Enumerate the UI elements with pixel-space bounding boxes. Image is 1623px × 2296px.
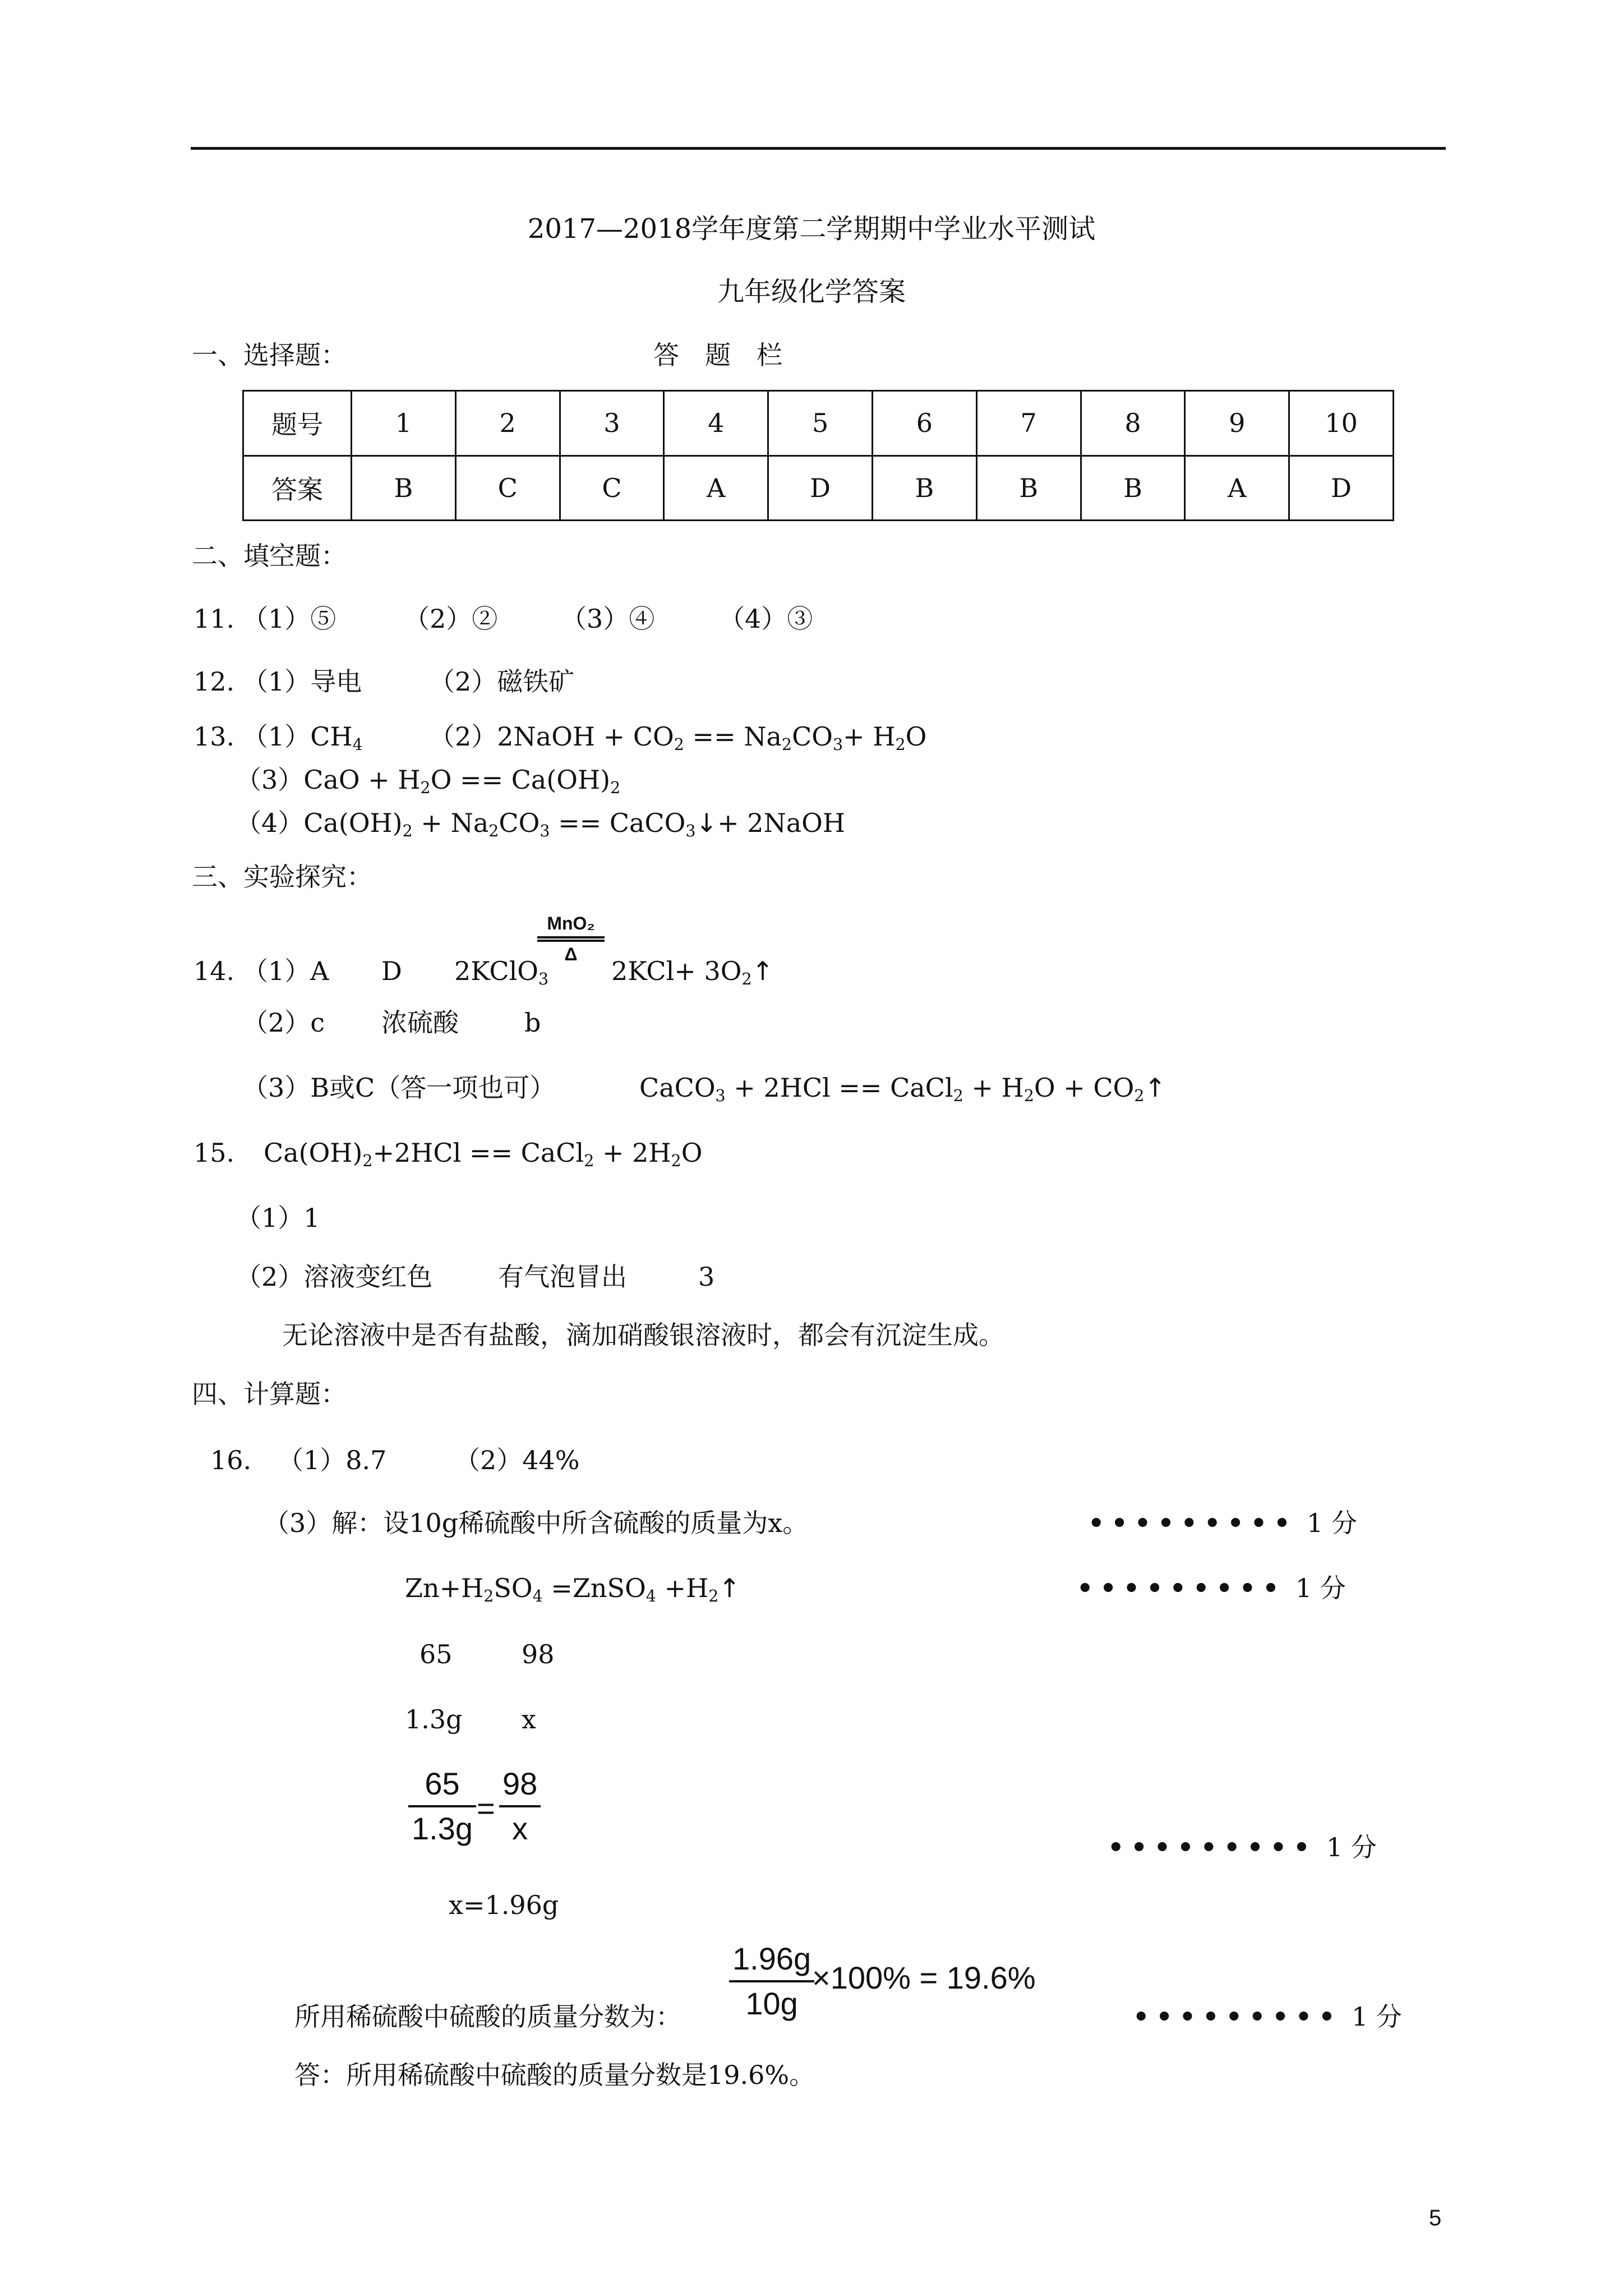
molar-mass-zn: 65 bbox=[419, 1639, 453, 1669]
q13-part-1 bbox=[242, 721, 363, 754]
section-4-heading: 四、计算题： bbox=[192, 1379, 347, 1409]
score-dots: ••••••••• bbox=[1077, 1573, 1286, 1603]
top-rule bbox=[191, 147, 1446, 150]
q14-part-1-d: D bbox=[381, 956, 402, 986]
table-cell: B bbox=[872, 455, 976, 521]
q11-part-1: （1）⑤ bbox=[242, 604, 336, 634]
score-label: 1 分 bbox=[1352, 2001, 1402, 2032]
table-cell: C bbox=[560, 455, 664, 521]
table-cell: 10 bbox=[1289, 391, 1394, 456]
catalyst-label: MnO₂ bbox=[547, 913, 595, 933]
pct-label: 所用稀硫酸中硫酸的质量分数为： bbox=[294, 2001, 681, 2032]
fraction-denominator: 1.3g bbox=[412, 1811, 473, 1847]
precipitate-arrow-icon: ↓ bbox=[695, 808, 718, 838]
q13-p4-label: （4） bbox=[236, 808, 304, 838]
mass-x: x bbox=[522, 1704, 536, 1734]
q12-part-2: （2）磁铁矿 bbox=[429, 666, 575, 697]
section-2-heading: 二、填空题： bbox=[192, 541, 347, 571]
table-cell: 2 bbox=[455, 391, 560, 456]
q13-p1-label: （1） bbox=[242, 721, 311, 752]
q12-number: 12. bbox=[193, 666, 235, 697]
q11-part-2: （2）② bbox=[404, 604, 498, 634]
reaction-condition bbox=[537, 913, 605, 965]
fraction-denominator: 10g bbox=[745, 1986, 798, 2022]
condition-line bbox=[537, 940, 605, 942]
answer-table-caption: 答 题 栏 bbox=[653, 340, 782, 370]
table-cell: 4 bbox=[664, 391, 768, 456]
condition-line bbox=[537, 936, 605, 938]
q11-part-3: （3）④ bbox=[561, 604, 655, 634]
q14-part-1-label: （1）A bbox=[242, 956, 329, 986]
section-3-heading: 三、实验探究： bbox=[192, 862, 372, 892]
table-cell: D bbox=[1289, 455, 1394, 521]
table-row bbox=[243, 455, 1394, 521]
q15-part-1: （1）1 bbox=[236, 1203, 320, 1233]
table-header-cell: 答案 bbox=[243, 455, 352, 521]
q13-p1-sub: 4 bbox=[352, 735, 363, 754]
q13-number: 13. bbox=[193, 721, 235, 752]
score-label: 1 分 bbox=[1307, 1508, 1357, 1538]
table-cell: 1 bbox=[352, 391, 456, 456]
score-dots: ••••••••• bbox=[1088, 1508, 1297, 1538]
table-cell: B bbox=[1081, 455, 1185, 521]
q15-note: 无论溶液中是否有盐酸，滴加硝酸银溶液时，都会有沉淀生成。 bbox=[282, 1320, 1004, 1350]
q13-part-3: $(3)CaO + H_2O == Ca(OH)_2$ bbox=[236, 765, 621, 797]
q16-equation: $Zn+H_2SO_4$ =ZnSO$_4$ $+H_2↑$ bbox=[405, 1573, 740, 1605]
page-number: 5 bbox=[1429, 2206, 1442, 2230]
q15-equation: $Ca(OH)_2+2HCl$ == CaCl$_2$ + $2H_2O$ bbox=[264, 1138, 703, 1170]
table-cell: A bbox=[1185, 455, 1289, 521]
doc-subtitle: 九年级化学答案 bbox=[717, 276, 906, 307]
q11-number: 11. bbox=[193, 604, 235, 634]
q12-part-1: （1）导电 bbox=[242, 666, 362, 697]
score-label: 1 分 bbox=[1326, 1832, 1377, 1862]
q13-p2-label: （2） bbox=[429, 721, 497, 752]
gas-arrow-icon: ↑ bbox=[751, 956, 774, 986]
table-cell: B bbox=[976, 455, 1081, 521]
q14-part-2-acid: 浓硫酸 bbox=[381, 1007, 459, 1038]
table-header-cell: 题号 bbox=[243, 391, 352, 456]
pct-fraction bbox=[729, 1941, 814, 2022]
score-dots: ••••••••• bbox=[1133, 2001, 1342, 2032]
table-cell: A bbox=[664, 455, 768, 521]
table-cell: 6 bbox=[872, 391, 976, 456]
gas-arrow-icon: ↑ bbox=[1144, 1073, 1166, 1103]
q11-part-4: （4）③ bbox=[719, 604, 813, 634]
q16-part-2: （2）44% bbox=[454, 1445, 580, 1475]
q14-part-2-b: b bbox=[524, 1007, 541, 1038]
q16-result: x=1.96g bbox=[449, 1890, 559, 1920]
fraction-numerator: 65 bbox=[408, 1766, 476, 1807]
table-cell: 3 bbox=[560, 391, 664, 456]
table-row bbox=[243, 391, 1394, 456]
q15-part-2-c: 3 bbox=[698, 1262, 715, 1292]
table-cell: 8 bbox=[1081, 391, 1185, 456]
doc-title: 2017—2018学年度第二学期期中学业水平测试 bbox=[527, 213, 1096, 245]
table-cell: 7 bbox=[976, 391, 1081, 456]
fraction-denominator: x bbox=[512, 1811, 528, 1847]
gas-arrow-icon: ↑ bbox=[718, 1573, 740, 1603]
q15-part-2-b: 有气泡冒出 bbox=[498, 1262, 627, 1292]
score-label: 1 分 bbox=[1295, 1573, 1346, 1603]
q13-part-4: $(4)Ca(OH)_2 + Na_2CO_3$ == CaCO$_3$↓+ 2NaOH bbox=[236, 808, 845, 840]
q14-eq-right: $2KCl+ 3O_2↑$ bbox=[611, 956, 774, 988]
q14-part-3-eq: CaCO$_3$ + 2HCl == CaCl$_2$ + $H_2O$ + $CO_2↑$ bbox=[639, 1073, 1166, 1105]
q14-eq-left: 2KClO$_3$ bbox=[454, 956, 549, 988]
table-cell: 5 bbox=[768, 391, 873, 456]
answer-table bbox=[242, 390, 1394, 521]
q14-number: 14. bbox=[193, 956, 235, 986]
mass-zn: 1.3g bbox=[405, 1704, 463, 1734]
q13-p3-label: （3） bbox=[236, 765, 304, 795]
proportion-fraction-right bbox=[499, 1766, 541, 1847]
q16-number: 16. bbox=[210, 1445, 252, 1475]
table-cell: 9 bbox=[1185, 391, 1289, 456]
q14-part-2-label: （2）c bbox=[242, 1007, 325, 1038]
q15-part-2-a: （2）溶液变红色 bbox=[236, 1262, 433, 1292]
molar-mass-h2so4: 98 bbox=[522, 1639, 555, 1669]
section-1-heading: 一、选择题： bbox=[192, 340, 347, 370]
score-dots: ••••••••• bbox=[1108, 1832, 1317, 1862]
q14-part-3-label: （3）B或C（答一项也可） bbox=[242, 1073, 556, 1103]
heat-symbol: Δ bbox=[564, 944, 578, 964]
fraction-numerator: 98 bbox=[499, 1766, 541, 1807]
q15-number: 15. bbox=[193, 1138, 235, 1168]
q13-p1-formula: CH bbox=[310, 721, 353, 752]
pct-formula-tail: ×100% = 19.6% bbox=[812, 1960, 1036, 1995]
q16-part-1: （1）8.7 bbox=[278, 1445, 387, 1475]
table-cell: C bbox=[455, 455, 560, 521]
table-cell: B bbox=[352, 455, 456, 521]
q16-part-3: （3）解：设10g稀硫酸中所含硫酸的质量为x。 bbox=[264, 1508, 809, 1538]
fraction-numerator: 1.96g bbox=[729, 1941, 814, 1982]
equals-sign: = bbox=[477, 1791, 495, 1826]
q16-answer: 答：所用稀硫酸中硫酸的质量分数是19.6%。 bbox=[294, 2060, 815, 2090]
q13-part-2: （2）2NaOH + $CO_2 == Na_2CO_3+ H_2O$ bbox=[429, 721, 927, 754]
proportion-fraction-left bbox=[408, 1766, 476, 1847]
table-cell: D bbox=[768, 455, 873, 521]
